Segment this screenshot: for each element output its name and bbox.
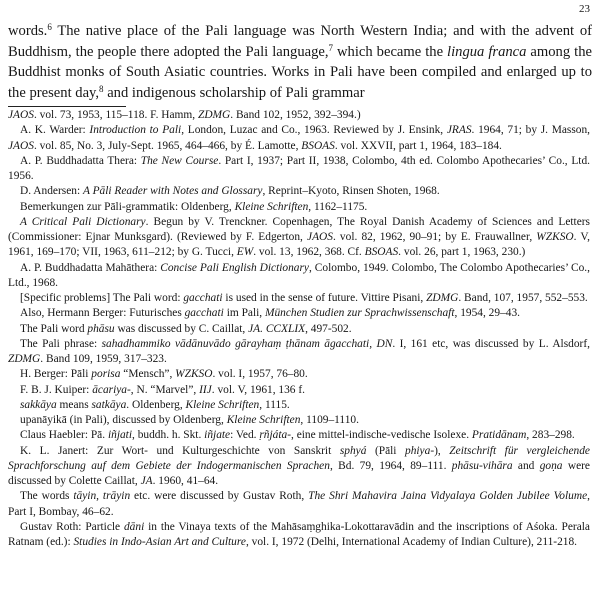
text-run: among the Buddhist monks of South Asiatic countries. Works in Pali have been compiled and enlarged up to the present day,: [8, 43, 592, 101]
footnote-reference: 8: [99, 83, 104, 94]
text-run: in the Vinaya texts of the Mahāsaṃghika-Lokottaravādin and the inscriptions of Aśoka. Perala Ratnam (ed.):: [8, 520, 590, 548]
text-run: The native place of the Pali language was North Western India; and with the advent of Buddhism, the people there adopted the Pali language,: [8, 23, 592, 60]
footnote-entry: [8, 428, 590, 443]
footnote-entry: [8, 306, 590, 321]
text-run: words.: [8, 23, 48, 39]
italic-text: BSOAS: [364, 246, 399, 259]
text-run: D. Andersen:: [20, 185, 83, 198]
text-run: Gustav Roth: Particle: [20, 520, 124, 533]
text-run: . Band 102, 1952, 392–394.): [230, 109, 361, 121]
footnote-reference: 7: [328, 42, 334, 53]
text-run: A. P. Buddhadatta Mahāthera:: [20, 261, 161, 274]
text-run: [Specific problems] The Pali word:: [20, 292, 184, 304]
italic-text: lingua franca: [447, 43, 527, 60]
text-run: upanāyikā (in Pali), discussed by Oldenberg,: [20, 414, 227, 426]
text-run: : Ved.: [230, 429, 260, 442]
text-run: . I, 161 etc, was discussed by L. Alsdorf,: [392, 337, 590, 350]
text-run: . 1964, 71; by J. Masson,: [471, 124, 590, 137]
italic-text: Concise Pali English Dictionary: [160, 261, 309, 274]
footnote-entry: [8, 215, 590, 261]
italic-text: JRAS: [446, 124, 472, 137]
italic-text: sahadhammiko vādānuvādo gārayhaṃ ṭhānam āgacchati, DN: [101, 337, 393, 350]
text-run: H. Berger: Pāli: [20, 368, 92, 381]
text-run: . vol. 85, No. 3, July-Sept. 1965, 464–466, by É. Lamotte,: [33, 139, 302, 152]
footnotes-section: [8, 108, 590, 550]
footnote-entry: [8, 520, 590, 551]
text-run: . vol. I, 1957, 76–80.: [212, 368, 308, 381]
text-run: , London, Luzac and Co., 1963. Reviewed by J. Ensink,: [181, 124, 447, 137]
text-run: , Colombo, 1949. Colombo, The Colombo Apothecaries’ Co., Ltd., 1968.: [8, 261, 590, 289]
italic-text: BSOAS: [301, 139, 335, 152]
italic-text: JAOS: [307, 231, 333, 243]
footnote-entry: [8, 383, 590, 398]
footnote-entry: [8, 291, 590, 306]
text-run: . vol. V, 1961, 136 f.: [211, 383, 305, 396]
italic-text: Introduction to Pali: [89, 124, 182, 137]
text-run: , vol. I, 1972 (Delhi, International Academy of Indian Culture), 211-218.: [245, 536, 578, 548]
text-run: Claus Haebler: Pā.: [20, 429, 108, 442]
text-run: were discussed by Colette Caillat,: [8, 459, 590, 487]
text-run: , 1109–1110.: [300, 414, 359, 426]
text-run: . V, 1961, 169–170; VII, 1963, 611–212; by G. Tucci,: [8, 231, 591, 259]
italic-text: EW: [236, 246, 254, 259]
text-run: The words: [20, 490, 74, 503]
italic-text: JA. CCXLIX: [248, 322, 306, 335]
italic-text: The Shri Mahavira Jaina Vidyalaya Golden Jubilee Volume: [308, 490, 588, 503]
text-run: -, N. “Marvel”,: [126, 383, 200, 396]
text-run: . vol. XXVII, part 1, 1964, 183–184.: [334, 139, 502, 152]
text-run: F. B. J. Kuiper:: [20, 383, 93, 396]
italic-text: A Critical Pali Dictionary: [20, 215, 146, 228]
page-number: 23: [579, 3, 590, 15]
text-run: , Part I, Bombay, 46–62.: [8, 490, 590, 518]
italic-text: iñjati: [107, 429, 133, 442]
text-run: , Bd. 79, 1964, 89–111.: [329, 459, 452, 472]
text-run: -, eine mittel-indische-vedische Isolexe.: [287, 429, 472, 442]
text-run: . vol. 13, 1962, 368. Cf.: [253, 246, 365, 259]
italic-text: ZDMG: [197, 109, 231, 121]
italic-text: ZDMG: [426, 292, 459, 304]
italic-text: JA: [140, 475, 153, 487]
footnote-entry: [8, 322, 590, 337]
text-run: Bemerkungen zur Pāli-grammatik: Oldenberg,: [20, 200, 235, 213]
text-run: A. P. Buddhadatta Thera:: [20, 154, 141, 167]
footnote-entry: [8, 444, 590, 490]
italic-text: porisa: [91, 368, 121, 381]
italic-text: München Studien zur Sprachwissenschaft: [264, 307, 455, 320]
text-run: Also, Hermann Berger: Futurisches: [20, 307, 185, 320]
text-run: . Band, 107, 1957, 552–553.: [458, 292, 588, 304]
text-run: . vol. 82, 1962, 90–91; by E. Frauwallner,: [332, 231, 537, 243]
italic-text: iñjate: [204, 429, 231, 442]
text-run: is used in the sense of future. Vittire Pisani,: [222, 292, 427, 304]
italic-text: IIJ: [199, 383, 212, 396]
italic-text: JAOS: [8, 109, 34, 121]
text-run: , 1115.: [259, 398, 290, 411]
footnote-entry: [8, 108, 590, 123]
text-run: The Pali word: [20, 322, 88, 335]
italic-text: gacchati: [184, 307, 224, 320]
italic-text: WZKSO: [536, 231, 574, 243]
footnote-entry: [8, 200, 590, 215]
italic-text: Zeitschrift für vergleichende Sprachforschung auf dem Gebiete der Indogermanischen Sprachen: [8, 444, 590, 472]
italic-text: sphyá: [339, 444, 367, 457]
text-run: , 497-502.: [305, 322, 352, 335]
italic-text: A Pāli Reader with Notes and Glossary: [82, 185, 263, 198]
text-run: was discussed by C. Caillat,: [114, 322, 249, 335]
text-run: . Oldenberg,: [126, 398, 186, 411]
main-body-paragraph: [8, 21, 592, 103]
italic-text: The New Course: [140, 154, 219, 167]
italic-text: ZDMG: [8, 353, 41, 365]
text-run: . Band 109, 1959, 317–323.: [40, 353, 167, 365]
italic-text: ācariya: [92, 383, 127, 396]
text-run: , 283–298.: [526, 429, 575, 442]
italic-text: phiya: [405, 444, 431, 457]
text-run: The Pali phrase:: [20, 337, 102, 350]
text-run: A. K. Warder:: [20, 124, 90, 137]
text-run: , 1954, 29–43.: [454, 307, 520, 320]
italic-text: goṇa: [539, 459, 563, 472]
text-run: (Pāli: [366, 444, 405, 457]
italic-text: sakkāya: [20, 398, 57, 411]
footnote-entry: [8, 367, 590, 382]
italic-text: JAOS: [8, 139, 34, 152]
italic-text: phāsu: [87, 322, 115, 335]
footnote-entry: [8, 398, 590, 413]
text-run: , buddh. h. Skt.: [132, 429, 205, 442]
text-run: , 1162–1175.: [308, 200, 368, 213]
footnote-entry: [8, 123, 590, 154]
text-run: and: [512, 459, 540, 472]
footnote-entry: [8, 184, 590, 199]
text-run: . vol. 73, 1953, 115–118. F. Hamm,: [33, 109, 198, 121]
italic-text: Kleine Schriften: [226, 414, 301, 426]
footnote-entry: [8, 489, 590, 520]
text-run: -),: [430, 444, 450, 457]
text-run: . vol. 26, part 1, 1963, 230.): [398, 246, 526, 259]
italic-text: WZKSO: [175, 368, 213, 381]
italic-text: Pratidānam: [471, 429, 527, 442]
text-run: , Reprint–Kyoto, Rinsen Shoten, 1968.: [262, 185, 440, 198]
italic-text: Studies in Indo-Asian Art and Culture: [73, 536, 246, 548]
footnote-entry: [8, 154, 590, 185]
footnote-divider: [8, 106, 126, 107]
text-run: “Mensch”,: [120, 368, 176, 381]
text-run: im Pali,: [223, 307, 265, 320]
text-run: . 1960, 41–64.: [152, 475, 219, 487]
text-run: which became the: [333, 43, 448, 60]
text-run: and indigenous scholarship of Pali grammar: [103, 84, 365, 101]
footnote-entry: [8, 413, 590, 428]
text-run: means: [56, 398, 92, 411]
italic-text: satkāya: [91, 398, 127, 411]
text-run: etc. were discussed by Gustav Roth,: [130, 490, 309, 503]
italic-text: gacchati: [183, 292, 223, 304]
italic-text: Kleine Schriften: [234, 200, 309, 213]
footnote-entry: [8, 337, 590, 368]
italic-text: phāsu-vihāra: [451, 459, 513, 472]
text-run: . Begun by V. Trenckner. Copenhagen, The Royal Danish Academy of Sciences and Letters (Commissioner: Ejnar Munksgard). (Reviewed by F. Edgerton,: [8, 215, 590, 243]
text-run: . Part I, 1937; Part II, 1938, Colombo, 4th ed. Colombo Apothecaries’ Co., Ltd. 1956.: [8, 154, 590, 182]
italic-text: dāni: [123, 520, 145, 533]
italic-text: tāyin, trāyin: [73, 490, 131, 503]
italic-text: ṛñjáta: [259, 429, 288, 442]
italic-text: Kleine Schriften: [185, 398, 260, 411]
text-run: K. L. Janert: Zur Wort- und Kulturgeschichte von Sanskrit: [20, 444, 340, 457]
footnote-reference: 6: [47, 22, 52, 32]
footnote-entry: [8, 261, 590, 292]
